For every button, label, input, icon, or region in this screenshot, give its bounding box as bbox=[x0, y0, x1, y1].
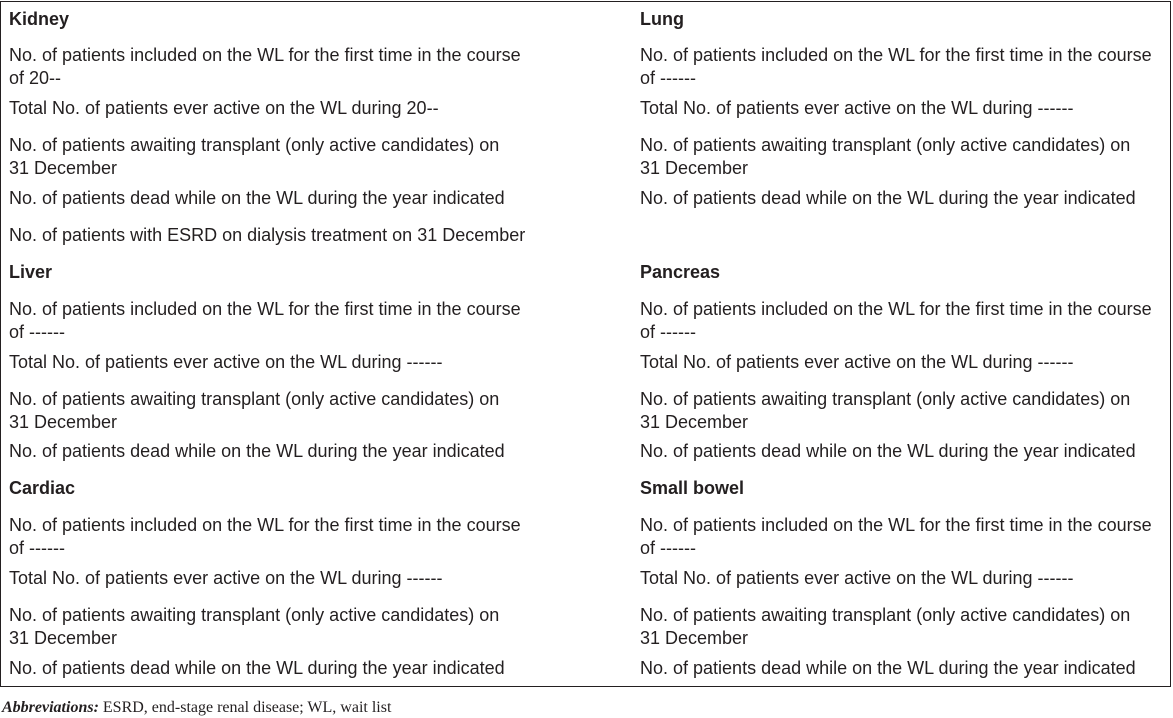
liver-row-awaiting: No. of patients awaiting transplant (only active candidates) on bbox=[9, 389, 500, 409]
lung-row-first-time-cont: of ------ bbox=[640, 68, 696, 88]
cardiac-row-first-time-cont: of ------ bbox=[9, 538, 65, 558]
kidney-row-dead: No. of patients dead while on the WL during the year indicated bbox=[9, 188, 505, 208]
section-title-kidney: Kidney bbox=[9, 9, 70, 29]
kidney-row-awaiting-cont: 31 December bbox=[9, 158, 118, 178]
pancreas-row-awaiting-cont: 31 December bbox=[640, 412, 749, 432]
pancreas-row-first-time-cont: of ------ bbox=[640, 322, 696, 342]
small-bowel-row-dead: No. of patients dead while on the WL during the year indicated bbox=[640, 658, 1136, 678]
kidney-row-awaiting: No. of patients awaiting transplant (only active candidates) on bbox=[9, 135, 500, 155]
cardiac-row-dead: No. of patients dead while on the WL during the year indicated bbox=[9, 658, 505, 678]
section-title-pancreas: Pancreas bbox=[640, 262, 721, 282]
lung-row-first-time: No. of patients included on the WL for the first time in the course bbox=[640, 45, 1152, 65]
abbreviations-footnote bbox=[2, 698, 391, 718]
section-title-lung: Lung bbox=[640, 9, 684, 29]
small-bowel-row-first-time-cont: of ------ bbox=[640, 538, 696, 558]
abbreviations-label: Abbreviations: bbox=[2, 699, 99, 716]
liver-row-total-active: Total No. of patients ever active on the WL during ------ bbox=[9, 352, 443, 372]
cardiac-row-awaiting: No. of patients awaiting transplant (only active candidates) on bbox=[9, 605, 500, 625]
kidney-row-esrd-dialysis: No. of patients with ESRD on dialysis treatment on 31 December bbox=[9, 225, 526, 245]
pancreas-row-dead: No. of patients dead while on the WL during the year indicated bbox=[640, 441, 1136, 461]
liver-row-dead: No. of patients dead while on the WL during the year indicated bbox=[9, 441, 505, 461]
cardiac-row-awaiting-cont: 31 December bbox=[9, 628, 118, 648]
small-bowel-row-awaiting-cont: 31 December bbox=[640, 628, 749, 648]
liver-row-first-time: No. of patients included on the WL for the first time in the course bbox=[9, 299, 521, 319]
lung-row-awaiting: No. of patients awaiting transplant (only active candidates) on bbox=[640, 135, 1131, 155]
pancreas-row-first-time: No. of patients included on the WL for the first time in the course bbox=[640, 299, 1152, 319]
pancreas-row-total-active: Total No. of patients ever active on the WL during ------ bbox=[640, 352, 1074, 372]
lung-row-total-active: Total No. of patients ever active on the WL during ------ bbox=[640, 98, 1074, 118]
liver-row-first-time-cont: of ------ bbox=[9, 322, 65, 342]
kidney-row-first-time: No. of patients included on the WL for the first time in the course bbox=[9, 45, 521, 65]
abbreviations-text: ESRD, end-stage renal disease; WL, wait list bbox=[98, 699, 392, 716]
liver-row-awaiting-cont: 31 December bbox=[9, 412, 118, 432]
indicator-table bbox=[0, 1, 1171, 687]
kidney-row-first-time-cont: of 20-- bbox=[9, 68, 62, 88]
lung-row-awaiting-cont: 31 December bbox=[640, 158, 749, 178]
cardiac-row-total-active: Total No. of patients ever active on the WL during ------ bbox=[9, 568, 443, 588]
pancreas-row-awaiting: No. of patients awaiting transplant (only active candidates) on bbox=[640, 389, 1131, 409]
section-title-liver: Liver bbox=[9, 262, 53, 282]
small-bowel-row-first-time: No. of patients included on the WL for the first time in the course bbox=[640, 515, 1152, 535]
section-title-cardiac: Cardiac bbox=[9, 478, 76, 498]
cardiac-row-first-time: No. of patients included on the WL for the first time in the course bbox=[9, 515, 521, 535]
section-title-small-bowel: Small bowel bbox=[640, 478, 745, 498]
kidney-row-total-active: Total No. of patients ever active on the WL during 20-- bbox=[9, 98, 439, 118]
small-bowel-row-total-active: Total No. of patients ever active on the WL during ------ bbox=[640, 568, 1074, 588]
small-bowel-row-awaiting: No. of patients awaiting transplant (only active candidates) on bbox=[640, 605, 1131, 625]
lung-row-dead: No. of patients dead while on the WL during the year indicated bbox=[640, 188, 1136, 208]
